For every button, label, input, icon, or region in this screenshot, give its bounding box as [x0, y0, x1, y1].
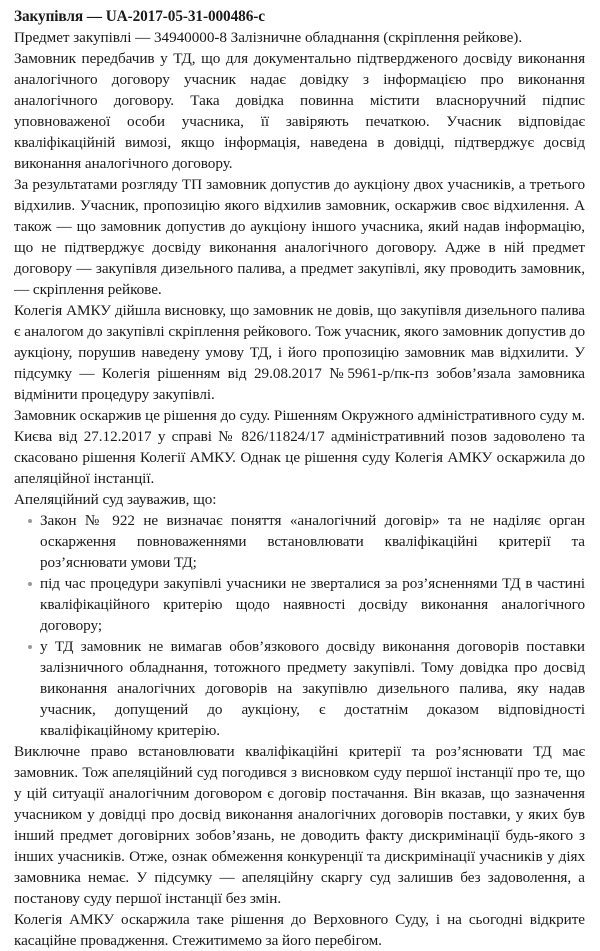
page-title: Закупівля — UA-2017-05-31-000486-c — [14, 8, 265, 25]
bullet-dot-icon — [28, 519, 32, 523]
paragraph-appeal-court-intro: Апеляційний суд зауважив, що: — [14, 491, 217, 508]
paragraph-supreme-court-status: Колегія АМКУ оскаржила таке рішення до Верховного Суду, і на сьогодні відкрите касаційне провадження. Стежитимемо за його перебігом. — [14, 911, 585, 949]
paragraph-tender-docs-requirement: Замовник передбачив у ТД, що для документально підтвердженого досвіду виконання аналогічного договору учасник надає довідку з інформацією про виконання аналогічного договору. Така довідка повинна містити власноручний підпис уповноваженої особи учасника, її завіряють печаткою. Учасник відповідає кваліфікаційній вимозі, якщо інформація, наведена в довідці, підтверджує досвід виконання аналогічного договору. — [14, 50, 585, 172]
paragraph-amcu-board-conclusion: Колегія АМКУ дійшла висновку, що замовник не довів, що закупівля дизельного палива є аналогом до закупівлі скріплення рейкового. Тож учасник, якого замовник допустив до аукціону, порушив наведену умову ТД, і його пропозицію замовник мав відхилити. У підсумку — Колегія рішенням від 29.08.2017 №5961-р/пк-пз зобов’язала замовника відмінити процедуру закупівлі. — [14, 302, 585, 403]
paragraph-court-appeal: Замовник оскаржив це рішення до суду. Рішенням Окружного адміністративного суду м. Києва від 27.12.2017 у справі № 826/11824/17 адміністративний позов задоволено та скасовано рішення Колегії АМКУ. Однак це рішення суду Колегія АМКУ оскаржила до апеляційної інстанції. — [14, 407, 585, 487]
bullet-dot-icon — [28, 645, 32, 649]
list-item-text: у ТД замовник не вимагав обов’язкового досвіду виконання договорів поставки залізничного обладнання, тотожного предмету закупівлі. Тому довідка про досвід виконання аналогічних договорів на закупівлю дизельного палива, яку надав учасник, допущений до аукціону, є достатнім доказом відповідності кваліфікаційному критерію. — [40, 638, 585, 739]
list-item-text: під час процедури закупівлі учасники не зверталися за роз’ясненнями ТД в частині кваліфікаційного критерію щодо наявності досвіду виконання аналогічного договору; — [40, 575, 585, 634]
appeal-court-findings-list — [14, 510, 585, 741]
list-item — [14, 636, 585, 741]
paragraph-exclusive-right-conclusion: Виключне право встановлювати кваліфікаційні критерії та роз’яснювати ТД має замовник. Тож апеляційний суд погодився з висновком суду першої інстанції про те, що у цій ситуації аналогічним договором є договір постачання. Він вказав, що зазначення учасником у довідці про досвід виконання аналогічних договорів поставки, у яких був інший предмет договірних зобов’язань, не доводить факту дискримінації будь-якого з інших учасників. Отже, ознак обмеження конкуренції та дискримінації учасників у діях замовника немає. У підсумку — апеляційну скаргу суд залишив без задоволення, а постанову суду першої інстанції без змін. — [14, 743, 585, 907]
bullet-dot-icon — [28, 582, 32, 586]
list-item — [14, 573, 585, 636]
paragraph-bid-review-results: За результатами розгляду ТП замовник допустив до аукціону двох учасників, а третього відхилив. Учасник, пропозицію якого відхилив замовник, оскаржив своє відхилення. А також — що замовник допустив до аукціону іншого учасника, який надав інформацію, що не підтверджує досвіду виконання аналогічного договору. Адже в ній предмет договору — закупівля дизельного палива, а предмет закупівлі, яку проводить замовник, — скріплення рейкове. — [14, 176, 585, 298]
subject-line: Предмет закупівлі — 34940000-8 Залізничне обладнання (скріплення рейкове). — [14, 29, 523, 46]
list-item-text: Закон № 922 не визначає поняття «аналогічний договір» та не наділяє орган оскарження повноваженнями встановлювати кваліфікаційні критерії та роз’яснювати умови ТД; — [40, 512, 585, 571]
list-item — [14, 510, 585, 573]
